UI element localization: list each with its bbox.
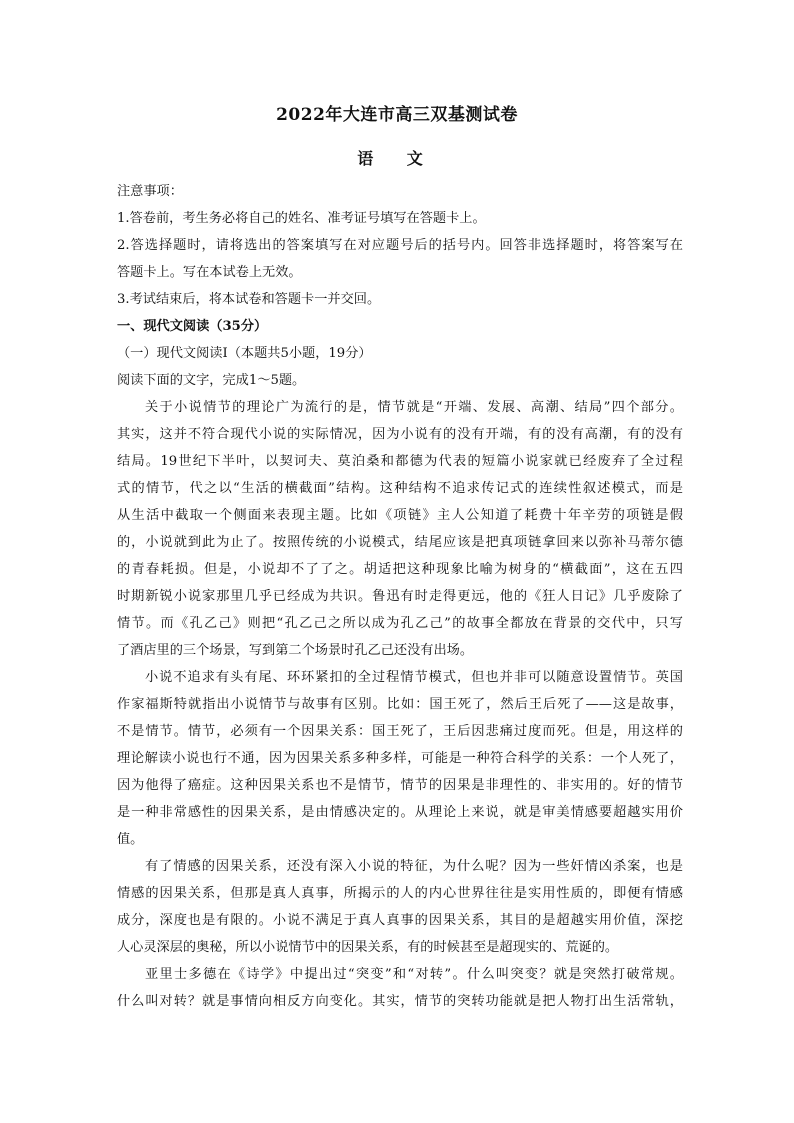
passage-line: 了酒店里的三个场景，写到第二个场景时孔乙己还没有出场。 <box>117 643 474 658</box>
exam-title: 2022年大连市高三双基测试卷 <box>276 105 518 125</box>
subject-title: 语 文 <box>357 149 437 168</box>
notice-item-3: 3.考试结束后，将本试卷和答题卡一并交回。 <box>117 292 381 307</box>
passage-line: 的，小说就到此为止了。按照传统的小说模式，结尾应该是把真项链拿回来以弥补马蒂尔德 <box>117 535 683 550</box>
passage-line: 其实，这并不符合现代小说的实际情况，因为小说有的没有开端，有的没有高潮，有的没有 <box>117 427 683 442</box>
passage-line: 情节。而《孔乙己》则把“孔乙己之所以成为孔乙己”的故事全都放在背景的交代中，只写 <box>117 616 683 631</box>
passage-line: 有了情感的因果关系，还没有深入小说的特征，为什么呢？因为一些奸情凶杀案，也是 <box>145 859 683 874</box>
passage-line: 亚里士多德在《诗学》中提出过“突变”和“对转”。什么叫突变？就是突然打破常规。 <box>145 967 683 982</box>
exam-body <box>117 178 683 1015</box>
passage-line: 是一种非常感性的因果关系，是由情感决定的。从理论上来说，就是审美情感要超越实用价 <box>117 805 683 820</box>
notice-item-2-line-2: 答题卡上。写在本试卷上无效。 <box>117 265 302 280</box>
passage-line: 情感的因果关系，但那是真人真事，所揭示的人的内心世界往往是实用性质的，即便有情感 <box>117 886 683 901</box>
passage-line: 关于小说情节的理论广为流行的是，情节就是“开端、发展、高潮、结局”四个部分。 <box>145 400 683 415</box>
passage-line: 值。 <box>117 832 144 847</box>
passage-line: 成分，深度也是有限的。小说不满足于真人真事的因果关系，其目的是超越实用价值，深挖 <box>117 913 683 928</box>
passage-line: 的青春耗损。但是，小说却不了了之。胡适把这种现象比喻为树身的“横截面”，这在五四 <box>117 562 683 577</box>
passage-line: 不是情节。情节，必须有一个因果关系：国王死了，王后因悲痛过度而死。但是，用这样的 <box>117 724 683 739</box>
section-heading: 一、现代文阅读（35分） <box>117 319 268 334</box>
passage-line: 式的情节，代之以“生活的横截面”结构。这种结构不追求传记式的连续性叙述模式，而是 <box>117 481 683 496</box>
passage-line: 因为他得了癌症。这种因果关系也不是情节，情节的因果是非理性的、非实用的。好的情节 <box>117 778 683 793</box>
reading-instruction: 阅读下面的文字，完成1～5题。 <box>117 373 306 388</box>
passage-line: 人心灵深层的奥秘，所以小说情节中的因果关系，有的时候甚至是超现实的、荒诞的。 <box>117 940 619 955</box>
passage-line: 结局。19世纪下半叶，以契诃夫、莫泊桑和都德为代表的短篇小说家就已经废弃了全过程 <box>117 454 683 469</box>
notice-item-1: 1.答卷前，考生务必将自己的姓名、准考证号填写在答题卡上。 <box>117 211 486 226</box>
notice-item-2-line-1: 2.答选择题时，请将选出的答案填写在对应题号后的括号内。回答非选择题时，将答案写在 <box>117 238 683 253</box>
notice-heading: 注意事项： <box>117 184 183 199</box>
passage-line: 作家福斯特就指出小说情节与故事有区别。比如：国王死了，然后王后死了——这是故事， <box>117 697 683 712</box>
passage-line: 小说不追求有头有尾、环环紧扣的全过程情节模式，但也并非可以随意设置情节。英国 <box>145 670 683 685</box>
passage-line: 理论解读小说也行不通，因为因果关系多种多样，可能是一种符合科学的关系：一个人死了， <box>117 751 683 766</box>
sub-section-heading: （一）现代文阅读Ⅰ（本题共5小题，19分） <box>117 346 372 361</box>
passage-line: 从生活中截取一个侧面来表现主题。比如《项链》主人公知道了耗费十年辛劳的项链是假 <box>117 508 683 523</box>
passage-line: 什么叫对转？就是事情向相反方向变化。其实，情节的突转功能就是把人物打出生活常轨， <box>117 994 683 1009</box>
passage-line: 时期新锐小说家那里几乎已经成为共识。鲁迅有时走得更远，他的《狂人日记》几乎废除了 <box>117 589 683 604</box>
